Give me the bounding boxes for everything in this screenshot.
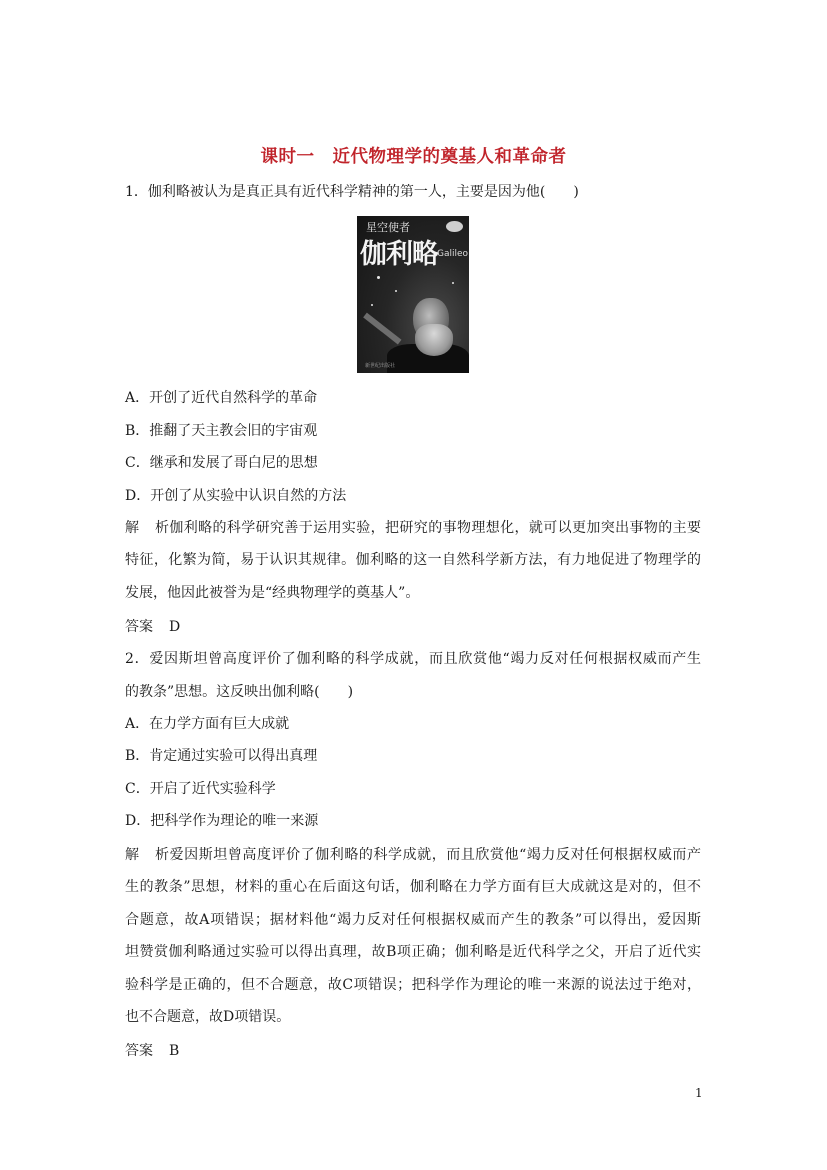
q2-option-d: D．把科学作为理论的唯一来源 <box>125 813 319 829</box>
q2-analysis-line: 生的教条”思想，材料的重心在后面这句话，伽利略在力学方面有巨大成就这是对的，但不 <box>125 879 701 895</box>
q2-answer-value: B <box>169 1043 180 1059</box>
q2-analysis-line: 也不合题意，故D项错误。 <box>125 1009 291 1025</box>
q1-option-a: A．开创了近代自然科学的革命 <box>125 390 318 406</box>
q1-analysis-text: 伽利略的科学研究善于运用实验，把研究的事物理想化，就可以更加突出事物的主要 <box>169 520 701 536</box>
star-decoration <box>377 276 380 279</box>
star-decoration <box>395 290 397 292</box>
q2-analysis-label: 解析 <box>125 847 169 863</box>
q1-option-b: B．推翻了天主教会旧的宇宙观 <box>125 423 318 439</box>
q2-analysis-line: 坦赞赏伽利略通过实验可以得出真理，故B项正确；伽利略是近代科学之父，开启了近代实 <box>125 944 701 960</box>
publisher-badge-icon <box>446 221 463 232</box>
q2-analysis-line: 验科学是正确的，但不合题意，故C项错误；把科学作为理论的唯一来源的说法过于绝对， <box>125 977 701 993</box>
q2-option-a: A．在力学方面有巨大成就 <box>125 716 290 732</box>
q1-answer <box>125 617 180 637</box>
q2-answer-label: 答案 <box>125 1043 153 1059</box>
question-1-stem: 1．伽利略被认为是真正具有近代科学精神的第一人，主要是因为他( ) <box>125 184 579 200</box>
q1-answer-label: 答案 <box>125 619 153 635</box>
q2-option-c: C．开启了近代实验科学 <box>125 781 276 797</box>
cover-latin-name: Galileo <box>437 249 469 259</box>
q1-option-c: C．继承和发展了哥白尼的思想 <box>125 455 318 471</box>
star-decoration <box>452 282 454 284</box>
galileo-book-cover-image <box>357 216 469 373</box>
q1-analysis-line: 发展，他因此被誉为是“经典物理学的奠基人”。 <box>125 585 420 601</box>
star-decoration <box>371 304 373 306</box>
q1-analysis-label: 解析 <box>125 520 169 536</box>
lesson-title: 课时一 近代物理学的奠基人和革命者 <box>260 147 567 167</box>
q2-analysis-text: 爱因斯坦曾高度评价了伽利略的科学成就，而且欣赏他“竭力反对任何根据权威而产 <box>169 847 701 863</box>
q1-analysis-line <box>125 518 701 538</box>
portrait-beard-shape <box>415 324 453 356</box>
cover-name: 伽利略 <box>360 239 438 270</box>
q2-option-b: B．肯定通过实验可以得出真理 <box>125 748 318 764</box>
q1-answer-value: D <box>169 619 181 635</box>
q2-analysis-line <box>125 845 701 865</box>
cover-series-title: 星空使者 <box>366 221 410 234</box>
q2-analysis-line: 合题意，故A项错误；据材料他“竭力反对任何根据权威而产生的教条”可以得出，爱因斯 <box>125 912 701 928</box>
question-2-stem: 2．爱因斯坦曾高度评价了伽利略的科学成就，而且欣赏他“竭力反对任何根据权威而产生 <box>125 651 701 667</box>
q2-answer <box>125 1041 179 1061</box>
q1-option-d: D．开创了从实验中认识自然的方法 <box>125 488 347 504</box>
page-number: 1 <box>695 1086 703 1100</box>
q1-analysis-line: 特征，化繁为简，易于认识其规律。伽利略的这一自然科学新方法，有力地促进了物理学的 <box>125 552 701 568</box>
cover-publisher: 新世纪出版社 <box>365 363 396 369</box>
question-2-stem: 的教条”思想。这反映出伽利略( ) <box>125 684 354 700</box>
